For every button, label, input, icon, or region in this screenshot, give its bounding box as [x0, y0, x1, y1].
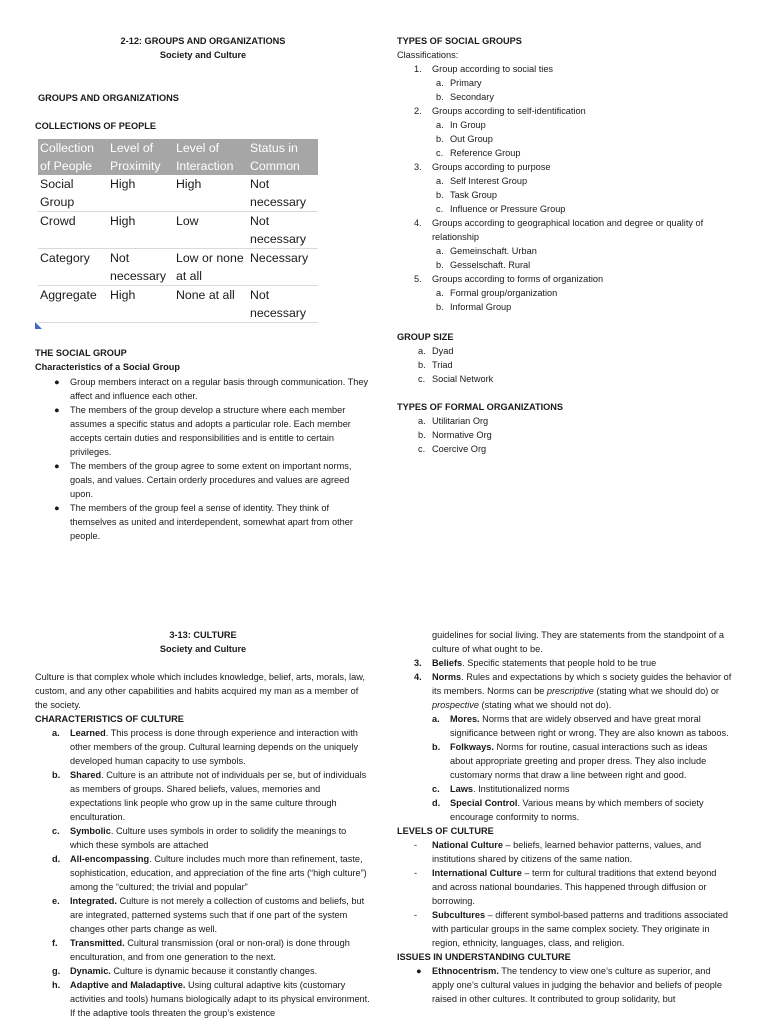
list-item: b. Normative Org: [418, 430, 492, 440]
table-cell: Social Group: [38, 175, 108, 212]
table-resize-handle-icon[interactable]: [35, 322, 42, 329]
bullet-icon: ●: [54, 405, 60, 415]
list-item: 2. Groups according to self-identification: [414, 106, 586, 116]
bullet-icon: ●: [416, 966, 422, 976]
values-continuation: guidelines for social living. They are statements from the standpoint of a culture of what ought to be.: [432, 630, 724, 654]
list-item: c. Symbolic. Culture uses symbols in order to solidify the meanings to which these symbols are attached: [52, 826, 347, 850]
list-item: 1. Group according to social ties: [414, 64, 554, 74]
list-item: a. Mores. Norms that are widely observed and have great moral significance between right or wrong. They are also known as taboos.: [432, 714, 729, 738]
table-cell: High: [108, 212, 174, 249]
page1-subtitle: Society and Culture: [159, 50, 247, 60]
list-item: ● The members of the group feel a sense of identity. They think of themselves as united and interdependent, somewhat apart from other people.: [54, 503, 353, 541]
list-item: d. Special Control. Various means by which members of society encourage conformity to norms.: [432, 798, 704, 822]
list-item: a. Formal group/organization: [436, 288, 558, 298]
list-item: d. All-encompassing. Culture includes much more than refinement, taste, sophistication, education, and appreciation of the fine arts (“high culture”) among the “cultured; the trivial and popular”: [52, 854, 367, 892]
list-item: a. Gemeinschaft. Urban: [436, 246, 537, 256]
table-cell: Not necessary: [108, 249, 174, 286]
list-item: b. Triad: [418, 360, 453, 370]
list-item: c. Social Network: [418, 374, 494, 384]
list-item: c. Reference Group: [436, 148, 521, 158]
list-item: 3. Beliefs. Specific statements that people hold to be true: [414, 658, 657, 668]
bullet-icon: ●: [54, 503, 60, 513]
list-item: b. Informal Group: [436, 302, 512, 312]
list-item: c. Coercive Org: [418, 444, 487, 454]
list-item: 4. Groups according to geographical location and degree or quality of relationship: [414, 218, 704, 242]
culture-intro: Culture is that complex whole which includes knowledge, belief, arts, morals, law, custom, and any other capabilities and habits acquired my man as a member of the society.: [35, 672, 365, 710]
table-cell: High: [174, 175, 248, 212]
page2-subtitle: Society and Culture: [159, 644, 247, 654]
heading-group-size: GROUP SIZE: [397, 332, 454, 342]
heading-levels-culture: LEVELS OF CULTURE: [397, 826, 494, 836]
table-header-cell: Status in Common: [248, 139, 318, 175]
list-item: - National Culture – beliefs, learned behavior patterns, values, and institutions shared by citizens of the same nation.: [414, 840, 702, 864]
table-cell: Not necessary: [248, 212, 318, 249]
list-item: g. Dynamic. Culture is dynamic because it constantly changes.: [52, 966, 318, 976]
table-cell: Not necessary: [248, 286, 318, 323]
table-cell: None at all: [174, 286, 248, 323]
list-item: b. Folkways. Norms for routine, casual interactions such as ideas about appropriate greeting and proper dress. They also include customary norms that draw a line between right and good.: [432, 742, 708, 780]
list-item: a. Primary: [436, 78, 482, 88]
table-row: [38, 286, 318, 323]
table-row: [38, 212, 318, 249]
list-item: ● The members of the group agree to some extent on important norms, goals, and values. Certain orderly procedures and values are agreed upon.: [54, 461, 352, 499]
table-cell: High: [108, 175, 174, 212]
list-item: f. Transmitted. Cultural transmission (oral or non-oral) is done through enculturation, and from one generation to the next.: [52, 938, 350, 962]
list-item: b. Task Group: [436, 190, 497, 200]
table-cell: Crowd: [38, 212, 108, 249]
table-header-cell: Collection of People: [38, 139, 108, 175]
list-item: c. Laws. Institutionalized norms: [432, 784, 570, 794]
heading-characteristics-culture: CHARACTERISTICS OF CULTURE: [35, 714, 184, 724]
list-item: 4. Norms. Rules and expectations by which s society guides the behavior of its members. Norms can be prescriptive (stating what we should do) or prospective (stating what we should not do).: [414, 672, 732, 710]
list-item: a. In Group: [436, 120, 486, 130]
list-item: 3. Groups according to purpose: [414, 162, 551, 172]
table-cell: Necessary: [248, 249, 318, 286]
subheading-characteristics: Characteristics of a Social Group: [35, 362, 181, 372]
bullet-icon: ●: [54, 461, 60, 471]
list-item: e. Integrated. Culture is not merely a collection of customs and beliefs, but are integrated, patterned systems such that if one part of the system changes other parts change as well.: [52, 896, 365, 934]
heading-issues-culture: ISSUES IN UNDERSTANDING CULTURE: [397, 952, 571, 962]
heading-groups-organizations: GROUPS AND ORGANIZATIONS: [38, 93, 179, 103]
table-cell: Category: [38, 249, 108, 286]
table-header-cell: Level of Interaction: [174, 139, 248, 175]
table-header-row: [38, 139, 318, 175]
list-item: 5. Groups according to forms of organization: [414, 274, 604, 284]
table-cell: Not necessary: [248, 175, 318, 212]
heading-types-social-groups: TYPES OF SOCIAL GROUPS: [397, 36, 522, 46]
heading-formal-organizations: TYPES OF FORMAL ORGANIZATIONS: [397, 402, 564, 412]
table-cell: High: [108, 286, 174, 323]
list-item: a. Learned. This process is done through experience and interaction with other members of the group. Cultural learning depends on the uniquely developed human capacity to use symbols.: [52, 728, 359, 766]
bullet-icon: ●: [54, 377, 60, 387]
list-item: b. Out Group: [436, 134, 493, 144]
list-item: b. Shared. Culture is an attribute not of individuals per se, but of individuals as members of groups. Shared beliefs, values, memories and expectations link people who grow up in the same culture through enculturation.: [52, 770, 367, 822]
list-item: b. Secondary: [436, 92, 494, 102]
list-item: ● Group members interact on a regular basis through communication. They affect and influence each other.: [54, 377, 369, 401]
heading-collections: COLLECTIONS OF PEOPLE: [35, 121, 156, 131]
heading-social-group: THE SOCIAL GROUP: [35, 348, 127, 358]
table-cell: Low: [174, 212, 248, 249]
table-row: [38, 175, 318, 212]
classifications-label: Classifications:: [397, 50, 459, 60]
list-item: ● Ethnocentrism. The tendency to view one’s culture as superior, and apply one’s cultural values in judging the behavior and beliefs of people raised in other cultures. It contributed to group solidarity, but: [416, 966, 722, 1004]
table-header-cell: Level of Proximity: [108, 139, 174, 175]
table-cell: Aggregate: [38, 286, 108, 323]
list-item: c. Influence or Pressure Group: [436, 204, 566, 214]
list-item: a. Utilitarian Org: [418, 416, 489, 426]
list-item: - International Culture – term for cultural traditions that extend beyond and across national boundaries. This happened through diffusion or borrowing.: [414, 868, 717, 906]
page1-title: 2-12: GROUPS AND ORGANIZATIONS: [120, 36, 286, 46]
list-item: a. Self Interest Group: [436, 176, 528, 186]
page2-title: 3-13: CULTURE: [169, 630, 237, 640]
list-item: h. Adaptive and Maladaptive. Using cultural adaptive kits (customary activities and tools) humans biologically adapt to its physical environment. If the adaptive tools threaten the group’s existence: [52, 980, 370, 1018]
list-item: b. Gesselschaft. Rural: [436, 260, 531, 270]
collections-table: [38, 139, 318, 323]
table-row: [38, 249, 318, 286]
list-item: ● The members of the group develop a structure where each member assumes a specific status and adopts a particular role. Each member accepts certain duties and responsibilities and is entitle to certain privileges.: [54, 405, 351, 457]
table-cell: Low or none at all: [174, 249, 248, 286]
list-item: - Subcultures – different symbol-based patterns and traditions associated with particular groups in the same complex society. They originate in region, ethnicity, languages, class, and religion.: [414, 910, 729, 948]
list-item: a. Dyad: [418, 346, 454, 356]
